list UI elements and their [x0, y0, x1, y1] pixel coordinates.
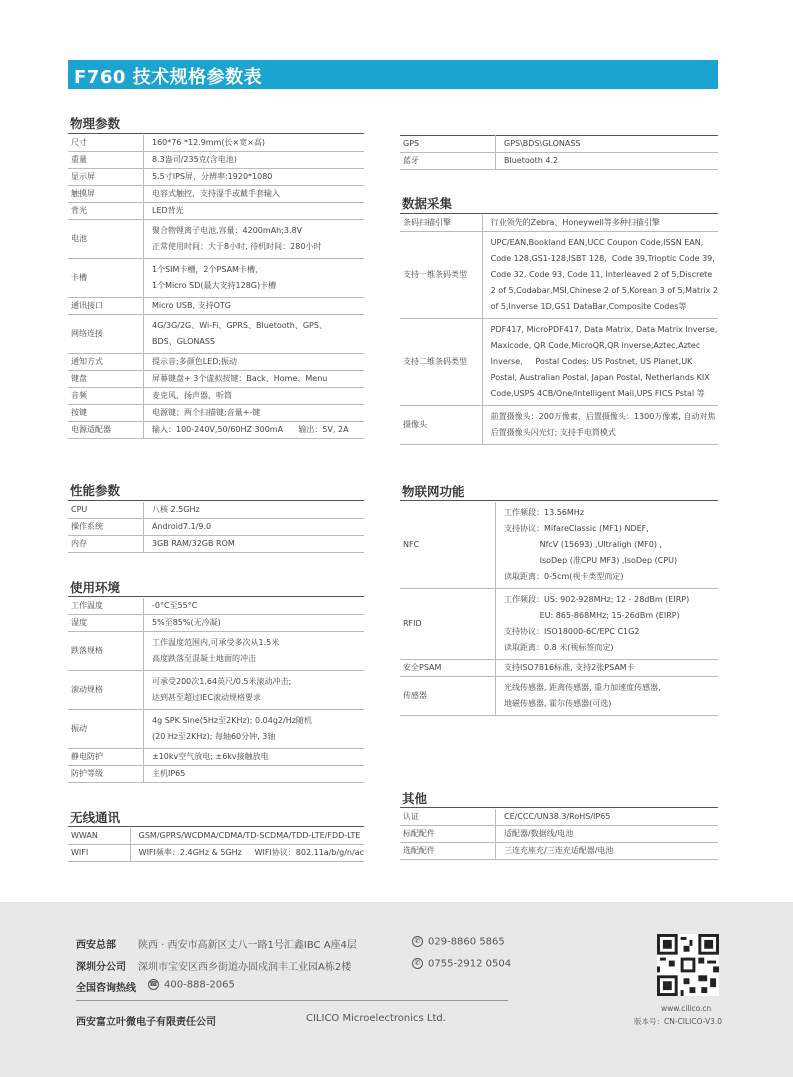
spec-value	[144, 632, 365, 671]
spec-value-line: GPS\BDS\GLONASS	[504, 139, 581, 148]
spec-key: 显示屏	[68, 169, 144, 186]
spec-value-line: -0°C至55°C	[152, 601, 198, 610]
spec-value	[496, 153, 719, 170]
spec-row	[68, 371, 364, 388]
spec-key: 标配配件	[400, 826, 496, 843]
environment-spec-table	[68, 598, 364, 783]
spec-value-line: 支持ISO7816标准, 支持2张PSAM卡	[504, 663, 635, 672]
spec-key: GPS	[400, 136, 496, 153]
spec-value-line: 达到甚至超过IEC滚动规格要求	[152, 693, 261, 702]
spec-value-line: 麦克风、扬声器、听筒	[152, 391, 232, 400]
spec-value-line: 读取距离：0.8 米(视标签而定)	[504, 643, 614, 652]
spec-row	[68, 749, 364, 766]
spec-key: 摄像头	[400, 406, 482, 445]
spec-key: 网络连接	[68, 315, 144, 354]
spec-key: 键盘	[68, 371, 144, 388]
spec-value-line: 工作频段：US: 902-928MHz; 12 - 28dBm (EIRP)	[504, 595, 690, 604]
spec-key: NFC	[400, 502, 496, 589]
spec-value-line: 前置摄像头：200万像素，后置摄像头：1300万像素, 自动对焦	[490, 412, 716, 421]
spec-value-line: 光线传感器, 距离传感器, 重力加速度传感器,	[504, 683, 661, 692]
spec-row	[68, 220, 364, 259]
sz-phone-number: 0755-2912 0504	[428, 958, 512, 970]
spec-key: 滚动规格	[68, 671, 144, 710]
phone-icon: ✆	[412, 958, 423, 969]
spec-value-line: 提示音;多颜色LED;振动	[152, 357, 238, 366]
version: 版本号：CN-CILICO-V3.0	[634, 1017, 723, 1026]
title-bar	[68, 60, 718, 89]
section-divider	[68, 826, 364, 827]
section-data-heading: 数据采集	[402, 196, 453, 211]
spec-value-line: 行业领先的Zebra、Honeywell等多种扫描引擎	[490, 218, 660, 227]
spec-key: 重量	[68, 152, 144, 169]
spec-value-line: 支持协议：ISO18000-6C/EPC C1G2	[504, 627, 640, 636]
spec-key: 工作温度	[68, 598, 144, 615]
hq-phone	[412, 936, 505, 948]
spec-value-line: EU: 865-868MHz; 15-26dBm (EIRP)	[504, 611, 680, 620]
spec-value	[482, 232, 718, 319]
spec-value	[144, 259, 365, 298]
spec-row	[400, 502, 718, 589]
spec-value-line: 地磁传感器, 霍尔传感器(可选)	[504, 699, 612, 708]
spec-row	[400, 809, 718, 826]
spec-row	[68, 671, 364, 710]
spec-value	[144, 135, 365, 152]
section-divider	[400, 807, 718, 808]
spec-row	[68, 422, 364, 439]
spec-key: 支持二维条码类型	[400, 319, 482, 406]
spec-value-line: 工作频段：13.56MHz	[504, 508, 585, 517]
spec-value-line: GSM/GPRS/WCDMA/CDMA/TD-SCDMA/TDD-LTE/FDD-LTE	[138, 831, 361, 840]
spec-value-line: Maxicode, QR Code,MicroQR,QR inverse,Aztec,Aztec	[490, 341, 701, 350]
section-wireless-heading: 无线通讯	[70, 810, 121, 825]
spec-value	[144, 519, 365, 536]
spec-key: 湿度	[68, 615, 144, 632]
website: www.cilico.cn	[661, 1004, 712, 1013]
spec-row	[400, 677, 718, 716]
spec-value-line: 后置摄像头闪光灯; 支持手电筒模式	[490, 428, 616, 437]
spec-row	[68, 203, 364, 220]
sz-label: 深圳分公司	[76, 962, 126, 973]
hotline	[148, 979, 235, 991]
page-title: F760 技术规格参数表	[74, 67, 263, 88]
qr-code	[657, 934, 719, 996]
section-divider	[68, 500, 364, 501]
spec-value-line: 1个Micro SD(最大支持128G)卡槽	[152, 281, 277, 290]
sz-address: 深圳市宝安区西乡街道办固戍润丰工业园A栋2楼	[138, 962, 352, 973]
spec-row	[400, 215, 718, 232]
spec-value	[144, 598, 365, 615]
spec-value	[144, 502, 365, 519]
spec-value	[144, 710, 365, 749]
spec-row	[400, 843, 718, 860]
spec-row	[400, 153, 718, 170]
spec-value-line: Postal, Australian Postal, Japan Postal, Netherlands KIX	[490, 373, 710, 382]
spec-row	[400, 406, 718, 445]
spec-key: 静电防护	[68, 749, 144, 766]
sz-phone	[412, 958, 511, 970]
spec-value	[144, 315, 365, 354]
spec-value	[144, 766, 365, 783]
spec-row	[68, 152, 364, 169]
spec-key: WIFI	[68, 845, 130, 862]
section-divider	[68, 133, 364, 134]
spec-row	[68, 405, 364, 422]
hq-label: 西安总部	[76, 940, 116, 951]
spec-value	[496, 589, 719, 660]
spec-value-line: 主机IP65	[152, 769, 186, 778]
spec-value-line: 5.5寸IPS屏，分辨率:1920*1080	[152, 172, 273, 181]
spec-key: 电池	[68, 220, 144, 259]
spec-key: 电源适配器	[68, 422, 144, 439]
spec-key: 音频	[68, 388, 144, 405]
spec-row	[68, 598, 364, 615]
spec-key: 认证	[400, 809, 496, 826]
spec-value-line: 4g SPK Sine(5Hz至2KHz); 0.04g2/Hz随机	[152, 716, 312, 725]
spec-value	[144, 186, 365, 203]
spec-key: 通讯接口	[68, 298, 144, 315]
spec-key: 按键	[68, 405, 144, 422]
spec-row	[400, 589, 718, 660]
spec-row	[68, 169, 364, 186]
spec-value	[144, 169, 365, 186]
spec-value-line: NfcV (15693) ,Ultraligh (MF0) ,	[504, 540, 663, 549]
spec-value	[482, 215, 718, 232]
spec-value-line: (20 Hz至2KHz); 每轴60分钟, 3轴	[152, 732, 276, 741]
company-en: CILICO Microelectronics Ltd.	[306, 1013, 446, 1024]
spec-row	[68, 710, 364, 749]
spec-value-line: UPC/EAN,Bookland EAN,UCC Coupon Code,ISSN EAN,	[490, 238, 704, 247]
spec-key: 内存	[68, 536, 144, 553]
spec-row	[68, 298, 364, 315]
spec-value	[144, 388, 365, 405]
spec-value	[496, 136, 719, 153]
spec-key: 卡槽	[68, 259, 144, 298]
spec-key: 操作系统	[68, 519, 144, 536]
spec-value-line: 3GB RAM/32GB ROM	[152, 539, 235, 548]
spec-value	[144, 371, 365, 388]
spec-value-line: Code,USPS 4CB/One/Intelligent Mail,UPS FICS Pstal 等	[490, 389, 705, 398]
spec-row	[400, 136, 718, 153]
spec-row	[68, 388, 364, 405]
spec-value	[496, 826, 719, 843]
spec-value-line: 八核 2.5GHz	[152, 505, 200, 514]
spec-value-line: 8.3盎司/235克(含电池)	[152, 155, 237, 164]
spec-row	[68, 315, 364, 354]
spec-row	[68, 135, 364, 152]
spec-value-line: Code 32, Code 93, Code 11, Interleaved 2 of 5,Discrete	[490, 270, 713, 279]
spec-value	[496, 809, 719, 826]
spec-key: RFID	[400, 589, 496, 660]
spec-value	[130, 828, 364, 845]
spec-value-line: Inverse, Postal Codes: US Postnet, US Planet,UK	[490, 357, 693, 366]
spec-key: 通知方式	[68, 354, 144, 371]
spec-row	[68, 354, 364, 371]
spec-value-line: LED背光	[152, 206, 184, 215]
hq-phone-number: 029-8860 5865	[428, 936, 505, 948]
spec-key: CPU	[68, 502, 144, 519]
hotline-label: 全国咨询热线	[76, 983, 136, 994]
iot-spec-table	[400, 502, 718, 716]
spec-value	[144, 405, 365, 422]
spec-row	[68, 615, 364, 632]
spec-value	[130, 845, 364, 862]
spec-value	[144, 220, 365, 259]
spec-value-line: 三连充座充/三连充适配器/电池	[504, 846, 614, 855]
spec-value-line: Bluetooth 4.2	[504, 156, 559, 165]
spec-value-line: 5%至85%(无冷凝)	[152, 618, 221, 627]
spec-key: 蓝牙	[400, 153, 496, 170]
spec-row	[68, 766, 364, 783]
performance-spec-table	[68, 502, 364, 553]
spec-value-line: 160*76 *12.9mm(长×宽×高)	[152, 138, 266, 147]
spec-row	[68, 845, 364, 862]
spec-value-line: 2 of 5,Codabar,MSI,Chinese 2 of 5,Korean 3 of 5,Matrix 2	[490, 286, 718, 295]
spec-value-line: 高度跌落至混凝土地面的冲击	[152, 654, 256, 663]
spec-value-line: 适配器/数据线/电池	[504, 829, 574, 838]
spec-value	[496, 660, 719, 677]
physical-spec-table	[68, 135, 364, 439]
spec-value-line: ±10kv空气放电; ±6kv接触放电	[152, 752, 269, 761]
spec-value-line: 电容式触控，支持湿手或戴手套输入	[152, 189, 280, 198]
spec-value	[496, 843, 719, 860]
spec-key: 尺寸	[68, 135, 144, 152]
spec-key: 传感器	[400, 677, 496, 716]
spec-row	[68, 186, 364, 203]
section-divider	[400, 213, 718, 214]
spec-value-line: 支持协议：MifareClassic (MF1) NDEF,	[504, 524, 649, 533]
spec-value-line: 聚合物锂离子电池,容量：4200mAh;3.8V	[152, 226, 303, 235]
section-physical-heading: 物理参数	[70, 116, 121, 131]
spec-key: 跌落规格	[68, 632, 144, 671]
hotline-icon: ☎	[149, 980, 158, 988]
spec-key: 振动	[68, 710, 144, 749]
spec-row	[68, 502, 364, 519]
spec-key: 安全PSAM	[400, 660, 496, 677]
spec-value-line: 屏幕键盘+ 3个虚拟按键：Back、Home、Menu	[152, 374, 328, 383]
phone-icon: ✆	[412, 936, 423, 947]
section-other-heading: 其他	[402, 791, 428, 806]
spec-value-line: 电源键；两个扫描键;音量+-键	[152, 408, 261, 417]
spec-value-line: BDS、GLONASS	[152, 337, 216, 346]
spec-value	[144, 354, 365, 371]
section-iot-heading: 物联网功能	[402, 484, 465, 499]
spec-value	[144, 152, 365, 169]
hotline-number: 400-888-2065	[164, 979, 235, 991]
data-spec-table	[400, 215, 718, 445]
spec-value-line: of 5,Inverse 1D,GS1 DataBar,Composite Codes等	[490, 302, 687, 311]
section-divider	[400, 500, 718, 501]
spec-key: 选配配件	[400, 843, 496, 860]
spec-value	[144, 749, 365, 766]
spec-row	[400, 660, 718, 677]
spec-key: 触摸屏	[68, 186, 144, 203]
spec-row	[400, 319, 718, 406]
spec-key: 背光	[68, 203, 144, 220]
other-spec-table	[400, 809, 718, 860]
spec-value	[144, 298, 365, 315]
spec-key: WWAN	[68, 828, 130, 845]
spec-value	[144, 671, 365, 710]
spec-value-line: 可承受200次1.64英尺/0.5米滚动冲击;	[152, 677, 292, 686]
spec-row	[68, 632, 364, 671]
spec-value-line: 1个SIM卡槽，2个PSAM卡槽，	[152, 265, 263, 274]
spec-key: 防护等级	[68, 766, 144, 783]
spec-row	[68, 536, 364, 553]
spec-value	[482, 319, 718, 406]
spec-value-line: WIFI频率：2.4GHz & 5GHz WIFI协议：802.11a/b/g/n/ac	[138, 848, 364, 857]
spec-value-line: 读取距离：0-5cm(视卡类型而定)	[504, 572, 624, 581]
spec-value	[496, 502, 719, 589]
spec-value	[144, 422, 365, 439]
hq-address: 陕西 · 西安市高新区丈八一路1号汇鑫IBC A座4层	[138, 940, 357, 951]
spec-value-line: 正常使用时间：大于8小时, 待机时间：280小时	[152, 242, 322, 251]
spec-value-line: PDF417, MicroPDF417, Data Matrix, Data Matrix Inverse,	[490, 325, 718, 334]
spec-key: 支持一维条码类型	[400, 232, 482, 319]
spec-value	[144, 203, 365, 220]
section-performance-heading: 性能参数	[70, 483, 121, 498]
spec-value-line: IsoDep (准CPU MF3) ,IsoDep (CPU)	[504, 556, 678, 565]
section-divider	[68, 596, 364, 597]
spec-value-line: Code 128,GS1-128,ISBT 128, Code 39,Trioptic Code 39,	[490, 254, 715, 263]
spec-row	[68, 828, 364, 845]
spec-value-line: Android7.1/9.0	[152, 522, 212, 531]
spec-value	[482, 406, 718, 445]
spec-row	[68, 519, 364, 536]
spec-key: 条码扫描引擎	[400, 215, 482, 232]
spec-value-line: 输入：100-240V,50/60HZ 300mA 输出：5V, 2A	[152, 425, 349, 434]
footer-divider	[76, 1000, 508, 1001]
section-environment-heading: 使用环境	[70, 580, 121, 595]
spec-row	[68, 259, 364, 298]
spec-value-line: 4G/3G/2G、Wi-Fi、GPRS、Bluetooth、GPS、	[152, 321, 327, 330]
spec-row	[400, 826, 718, 843]
spec-value	[144, 615, 365, 632]
gps-spec-table	[400, 135, 718, 170]
company-cn: 西安富立叶微电子有限责任公司	[76, 1017, 216, 1028]
spec-value-line: CE/CCC/UN38.3/RoHS/IP65	[504, 812, 611, 821]
wireless-spec-table	[68, 828, 364, 862]
spec-value-line: Micro USB, 支持OTG	[152, 301, 231, 310]
spec-row	[400, 232, 718, 319]
spec-value	[144, 536, 365, 553]
spec-value	[496, 677, 719, 716]
spec-value-line: 工作温度范围内,可承受多次从1.5米	[152, 638, 280, 647]
